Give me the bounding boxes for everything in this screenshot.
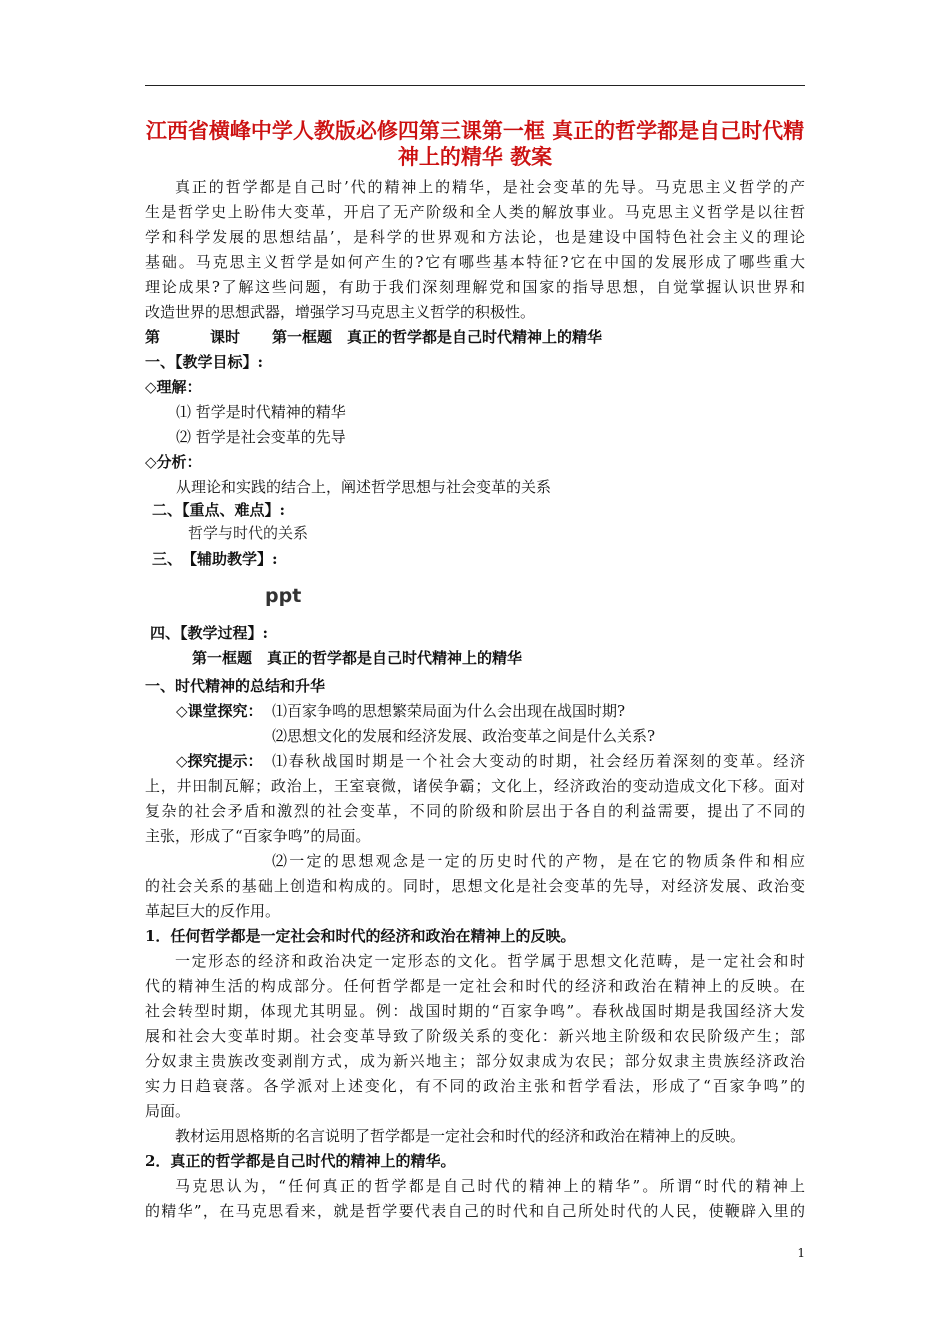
hint-label: ◇探究提示：	[176, 752, 263, 770]
body-line: 社会转型时期，体现尤其明显。例：战国时期的“百家争鸣”。春秋战国时期是我国经济大发	[145, 1002, 805, 1020]
body-line: 分奴隶主贵族改变剥削方式，成为新兴地主；部分奴隶成为农民；部分奴隶主贵族经济政治	[145, 1052, 805, 1070]
body-line: 马克思认为，“任何真正的哲学都是自己时代的精神上的精华”。所谓“时代的精神上	[175, 1177, 805, 1195]
hint-line: 复杂的社会矛盾和激烈的社会变革，不同的阶级和阶层出于各自的利益需要，提出了不同的	[145, 802, 805, 820]
intro-line: 真正的哲学都是自己时’代的精神上的精华，是社会变革的先导。马克思主义哲学的产	[175, 178, 805, 196]
understand-label: ◇理解：	[145, 378, 202, 396]
objective-item: ⑴ 哲学是时代精神的精华	[176, 403, 346, 421]
process-subtitle: 第一框题 真正的哲学都是自己时代精神上的精华	[192, 649, 523, 667]
lesson-topic: 第一框题 真正的哲学都是自己时代精神上的精华	[272, 328, 603, 346]
header-rule	[145, 85, 805, 86]
intro-line: 改造世界的思想武器，增强学习马克思主义哲学的积极性。	[145, 303, 536, 321]
explore-label: ◇课堂探究：	[176, 702, 263, 720]
key-points-content: 哲学与时代的关系	[188, 524, 309, 542]
section-aids: 三、 【辅助教学】:	[152, 550, 278, 568]
intro-line: 理论成果?了解这些问题，有助于我们深刻理解党和国家的指导思想，自觉掌握认识世界和	[145, 278, 805, 296]
body-line: 代的精神生活的构成部分。任何哲学都是一定社会和时代的经济和政治在精神上的反映。在	[145, 977, 805, 995]
section-key-points: 二、【重点、难点】:	[152, 501, 286, 519]
explore-question: ⑴百家争鸣的思想繁荣局面为什么会出现在战国时期?	[272, 702, 626, 720]
document-title: 江西省横峰中学人教版必修四第三课第一框 真正的哲学都是自己时代精神上的精华 教案	[145, 118, 805, 169]
body-line: 展和社会大变革时期。社会变革导致了阶级关系的变化：新兴地主阶级和农民阶级产生；部	[145, 1027, 805, 1045]
page-number: 1	[797, 1246, 805, 1260]
objective-item: ⑵ 哲学是社会变革的先导	[176, 428, 346, 446]
hint-line: 主张，形成了“百家争鸣”的局面。	[145, 827, 371, 845]
analysis-item: 从理论和实践的结合上，阐述哲学思想与社会变革的关系	[176, 478, 552, 496]
heading-1: 一、时代精神的总结和升华	[145, 677, 326, 695]
body-line: 实力日趋衰落。各学派对上述变化，有不同的政治主张和哲学看法，形成了“百家争鸣”的	[145, 1077, 805, 1095]
analyze-label: ◇分析：	[145, 453, 202, 471]
hint-line: ⑵一定的思想观念是一定的历史时代的产物，是在它的物质条件和相应	[272, 852, 805, 870]
section-objectives: 一、【教学目标】:	[145, 353, 264, 371]
intro-line: 基础。马克思主义哲学是如何产生的?它有哪些基本特征?它在中国的发展形成了哪些重大	[145, 253, 805, 271]
hint-line: 的社会关系的基础上创造和构成的。同时，思想文化是社会变革的先导，对经济发展、政治变	[145, 877, 805, 895]
body-line: 局面。	[145, 1102, 191, 1120]
hint-line: ⑴春秋战国时期是一个社会大变动的时期，社会经历着深刻的变革。经济	[272, 752, 805, 770]
lesson-period: 课时	[210, 328, 241, 346]
body-line: 教材运用恩格斯的名言说明了哲学都是一定社会和时代的经济和政治在精神上的反映。	[175, 1127, 746, 1145]
body-line: 一定形态的经济和政治决定一定形态的文化。哲学属于思想文化范畴，是一定社会和时	[175, 952, 805, 970]
heading-3: 2．真正的哲学都是自己时代的精神上的精华。	[145, 1152, 456, 1170]
lesson-number: 第	[145, 328, 161, 346]
intro-line: 生是哲学史上盼伟大变革，开启了无产阶级和全人类的解放事业。马克思主义哲学是以往哲	[145, 203, 805, 221]
explore-question: ⑵思想文化的发展和经济发展、政治变革之间是什么关系?	[272, 727, 656, 745]
body-line: 的精华”，在马克思看来，就是哲学要代表自己的时代和自己所处时代的人民，使鞭辟入里的	[145, 1202, 805, 1220]
section-process: 四、【教学过程】:	[150, 624, 269, 642]
hint-line: 上，井田制瓦解；政治上，王室衰微，诸侯争霸；文化上，经济政治的变动造成文化下移。面对	[145, 777, 805, 795]
heading-2: 1．任何哲学都是一定社会和时代的经济和政治在精神上的反映。	[145, 927, 576, 945]
intro-line: 学和科学发展的思想结晶’，是科学的世界观和方法论，也是建设中国特色社会主义的理论	[145, 228, 805, 246]
hint-line: 革起巨大的反作用。	[145, 902, 281, 920]
aids-content: ppt	[265, 585, 302, 607]
